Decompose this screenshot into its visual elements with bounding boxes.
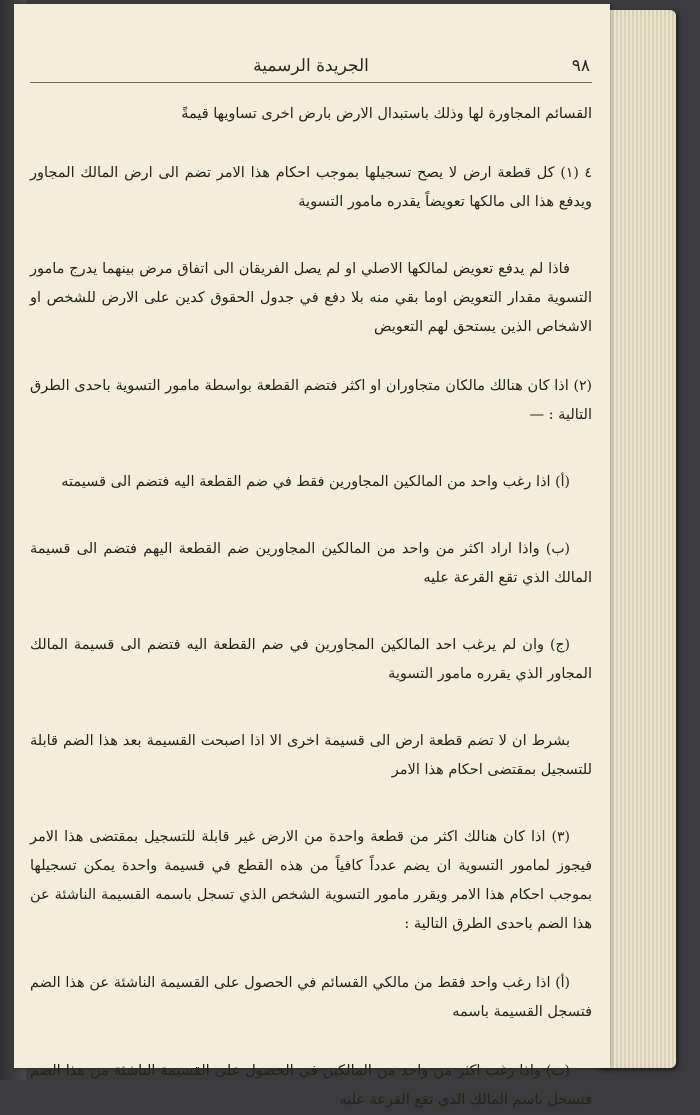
clause-text: كل قطعة ارض لا يصح تسجيلها بموجب احكام هذا الامر تضم الى ارض المالك المجاور ويدفع هذا الى مالكها تعويضاً يقدره مامور التسوية	[30, 165, 592, 210]
sub-clause-label: (أ)	[555, 474, 570, 490]
sub-clause-label: (ب)	[545, 1063, 570, 1079]
running-header	[30, 56, 592, 83]
sub-clause-label: (ج)	[550, 637, 571, 653]
sub-clause-text: واذا اراد اكثر من واحد من المالكين المجاورين ضم القطعة اليهم فتضم الى قسيمة المالك الذي تقع القرعة عليه	[30, 541, 592, 586]
clause-number: (٢)	[573, 378, 593, 394]
sub-clause-c	[30, 631, 592, 689]
clause-number: ٤ (١)	[560, 165, 593, 181]
sub-clause-a	[30, 468, 592, 497]
paragraph-continuation: القسائم المجاورة لها وذلك باستبدال الارض بارض اخرى تساويها قيمةً	[181, 106, 592, 122]
page-number: ٩٨	[571, 56, 590, 76]
sub-clause-b	[30, 535, 592, 593]
clause-2	[30, 372, 592, 430]
proviso-paragraph: بشرط ان لا تضم قطعة ارض الى قسيمة اخرى الا اذا اصبحت القسيمة بعد هذا الضم قابلة للتسجيل بمقتضى احكام هذا الامر	[30, 733, 592, 778]
page-content	[30, 4, 593, 1108]
sub-clause-text: واذا رغب اكثر من واحد من المالكين في الحصول على القسيمة الناشئة من هذا الضم فتسجل باسم المالك الذي تقع القرعة عليه	[30, 1063, 592, 1108]
sub-clause-label: (ب)	[545, 541, 571, 557]
sub-clause-3b	[30, 1057, 592, 1115]
sub-clause-text: اذا رغب واحد فقط من مالكي القسائم في الحصول على القسيمة الناشئة عن هذا الضم فتسجل القسيمة باسمه	[30, 975, 592, 1020]
clause-4-1	[30, 159, 592, 217]
clause-text: اذا كان هنالك اكثر من قطعة واحدة من الارض غير قابلة للتسجيل بمقتضى هذا الامر فيجوز لمامور التسوية ان يضم عدداً كافياً من هذه القطع في قسيمة واحدة يمكن تسجيلها بموجب احكام هذا الامر ويقرر مامور التسوية الشخص الذي تسجل باسمه القسيمة الناشئة عن هذا الضم باحدى الطرق التالية :	[30, 829, 592, 932]
clause-text: اذا كان هنالك مالكان متجاوران او اكثر فتضم القطعة بواسطة مامور التسوية باحدى الطرق التالية : —	[30, 378, 592, 423]
clause-number: (٣)	[551, 829, 570, 845]
sub-clause-text: وان لم يرغب احد المالكين المجاورين في ضم القطعة اليه فتضم الى قسيمة المالك المجاور الذي يقرره مامور التسوية	[30, 637, 592, 682]
body-text	[30, 100, 592, 1115]
gazette-page	[14, 4, 610, 1108]
clause-3	[30, 823, 592, 939]
running-title: الجريدة الرسمية	[253, 56, 369, 76]
sub-clause-label: (أ)	[555, 975, 571, 991]
sub-clause-3a	[30, 969, 592, 1027]
sub-clause-text: اذا رغب واحد من المالكين المجاورين فقط في ضم القطعة اليه فتضم الى قسيمته	[61, 474, 551, 490]
compensation-paragraph: فاذا لم يدفع تعويض لمالكها الاصلي او لم يصل الفريقان الى اتفاق مرض بينهما يدرج مامور التسوية مقدار التعويض اوما بقي منه بلا دفع في جدول الحقوق كدين على الارض للشخص او الاشخاص الذين يستحق لهم التعويض	[30, 261, 592, 335]
